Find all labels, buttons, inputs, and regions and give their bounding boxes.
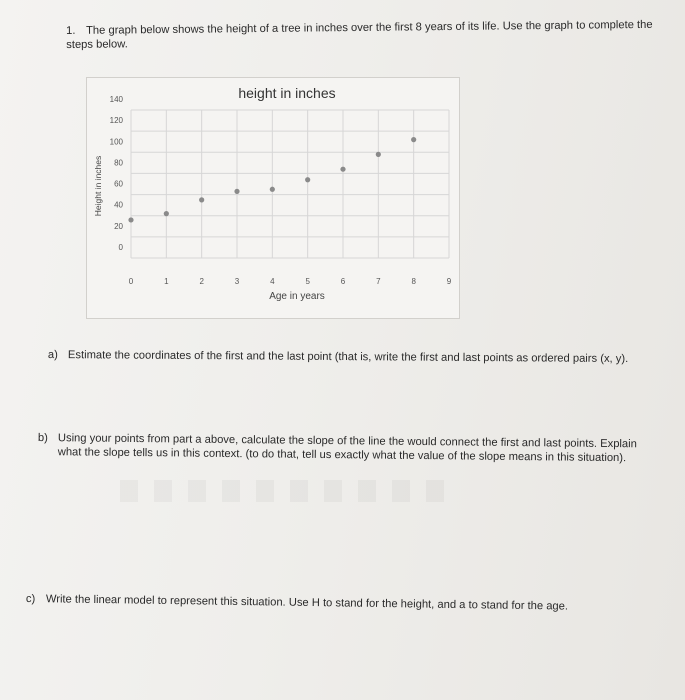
x-tick-label-0: 0	[128, 277, 134, 286]
data-point-5	[305, 177, 310, 182]
data-point-3	[234, 189, 239, 194]
part-b-label: b)	[37, 431, 48, 445]
part-c-label: c)	[25, 592, 36, 606]
chart-svg	[87, 78, 459, 318]
part-c-text: Write the linear model to represent this situation. Use H to stand for the height, and a to stand for the age.	[45, 593, 569, 613]
part-c	[25, 592, 656, 613]
data-point-7	[376, 152, 381, 157]
bleed-through-shadow	[120, 480, 460, 502]
y-tick-label-40: 40	[114, 200, 123, 210]
x-tick-label-1: 1	[164, 277, 169, 286]
chart-title: height in inches	[238, 85, 336, 101]
data-point-8	[411, 137, 416, 142]
data-point-6	[340, 167, 345, 172]
x-tick-label-3: 3	[234, 277, 240, 286]
x-tick-label-7: 7	[376, 277, 381, 286]
x-tick-label-4: 4	[270, 277, 275, 286]
data-point-1	[164, 211, 169, 216]
height-chart	[86, 77, 460, 319]
y-axis-label: Height in inches	[93, 155, 103, 217]
y-tick-label-20: 20	[114, 221, 123, 231]
y-tick-label-80: 80	[114, 158, 123, 168]
x-tick-label-6: 6	[340, 277, 346, 286]
x-tick-label-5: 5	[305, 277, 310, 286]
part-a-text: Estimate the coordinates of the first and the last point (that is, write the first and last points as ordered pairs (x, y).	[67, 349, 629, 366]
x-tick-label-9: 9	[446, 277, 452, 286]
question-intro	[66, 18, 666, 52]
x-tick-label-2: 2	[199, 277, 204, 286]
part-b-text: Using your points from part a above, calculate the slope of the line the would connect the first and last points. Explain what the slope tells us in this context. (to do that, tell us exactly what the value of the slope means in this situation).	[57, 432, 637, 465]
data-point-4	[270, 187, 275, 192]
chart-grid	[131, 110, 449, 258]
part-a	[47, 348, 648, 366]
part-a-label: a)	[47, 348, 58, 362]
x-axis-ticks	[129, 277, 452, 286]
y-tick-label-60: 60	[114, 179, 123, 189]
y-tick-label-120: 120	[109, 116, 123, 126]
part-b	[37, 431, 654, 465]
question-number: 1.	[66, 24, 76, 37]
data-point-0	[128, 217, 133, 222]
y-tick-label-100: 100	[109, 137, 123, 147]
x-tick-label-8: 8	[411, 277, 416, 286]
data-point-2	[199, 197, 204, 202]
question-text: The graph below shows the height of a tree in inches over the first 8 years of its life. Use the graph to complete the steps below.	[66, 18, 653, 51]
y-axis-ticks	[110, 95, 124, 252]
y-tick-label-0: 0	[118, 243, 123, 252]
y-tick-label-140: 140	[109, 95, 123, 104]
x-axis-label: Age in years	[269, 291, 325, 302]
